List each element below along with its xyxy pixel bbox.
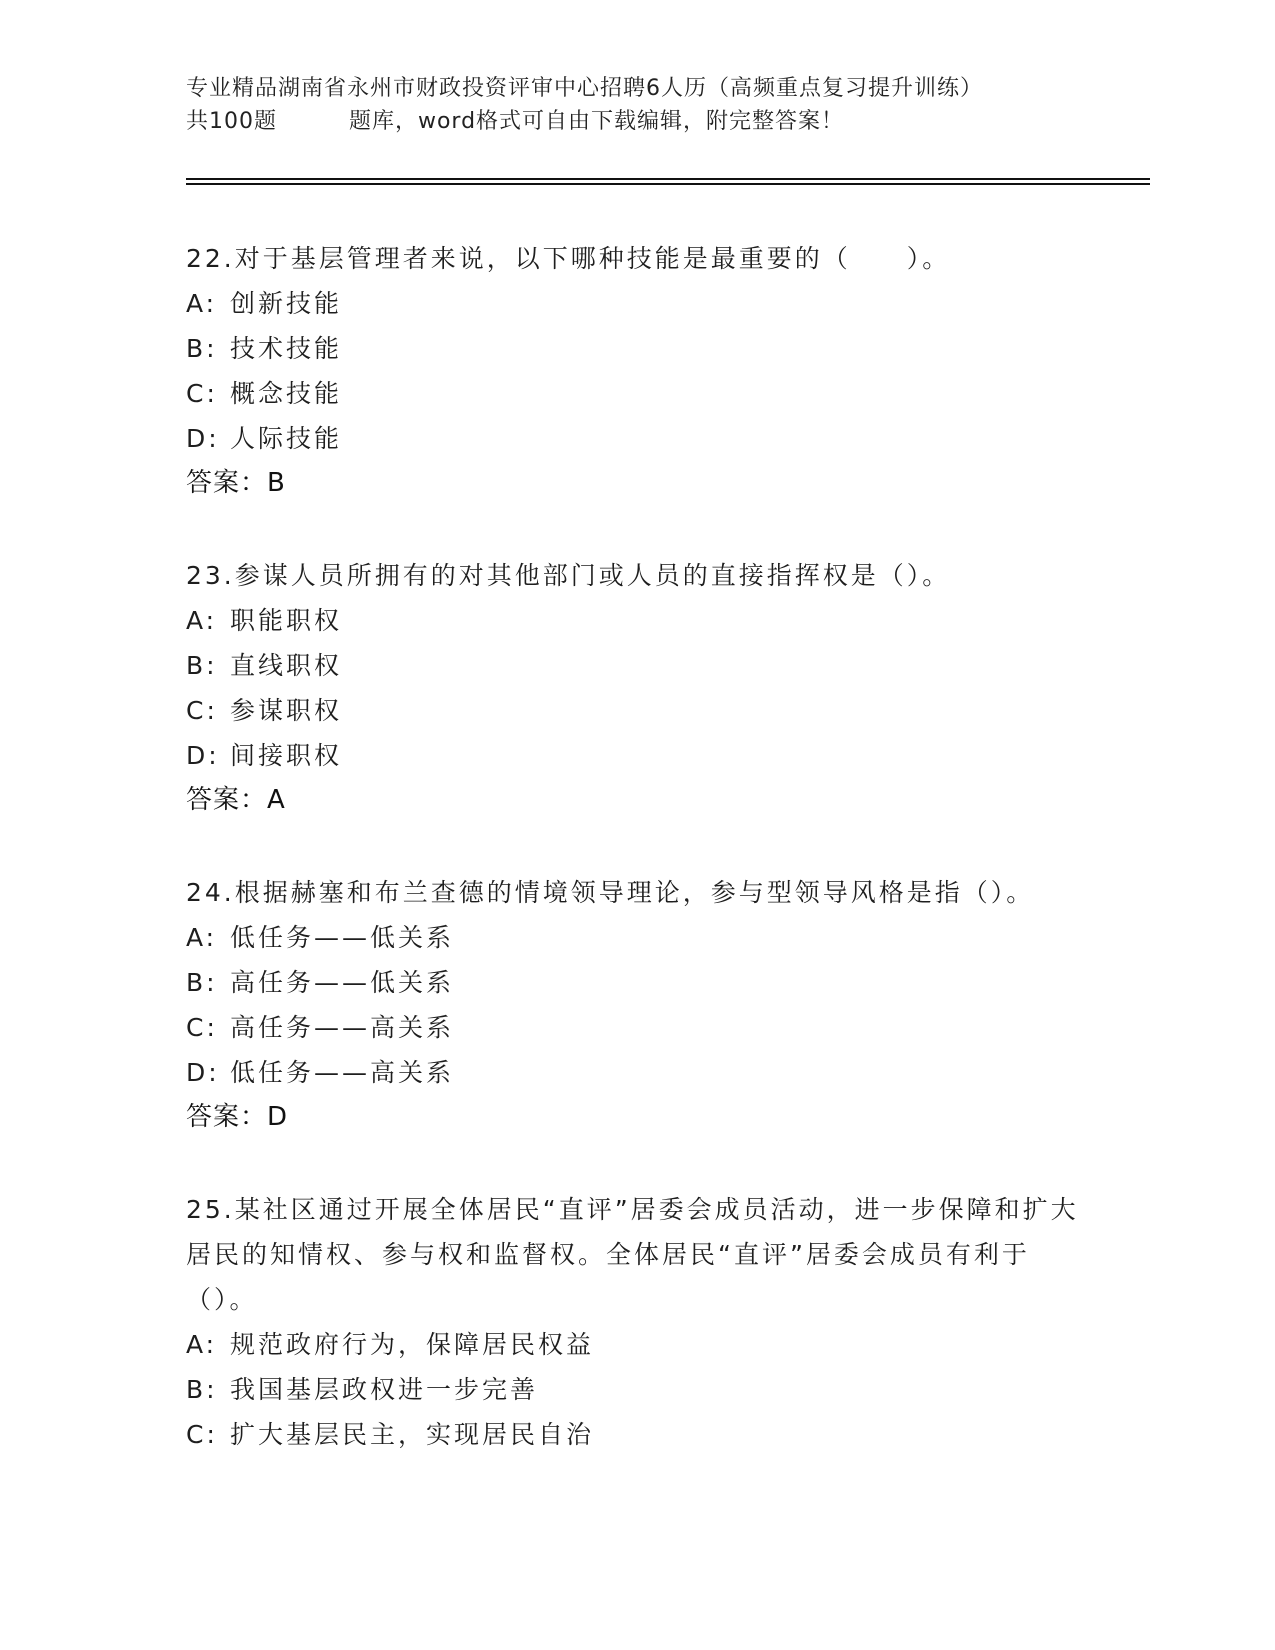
question-text: 23.参谋人员所拥有的对其他部门或人员的直接指挥权是（）。 (186, 561, 951, 590)
answer-text: 答案：A (186, 785, 286, 815)
question-22 (186, 236, 1086, 506)
option-text: 高任务——高关系 (230, 1013, 455, 1042)
question-24 (186, 870, 1086, 1140)
option-a (186, 598, 1086, 643)
question-23 (186, 553, 1086, 823)
option-text: 高任务——低关系 (230, 968, 455, 997)
option-text: 扩大基层民主，实现居民自治 (230, 1420, 595, 1449)
answer-text: 答案：B (186, 468, 286, 498)
answer-text: 答案：D (186, 1102, 289, 1132)
option-text: 概念技能 (230, 379, 343, 408)
option-letter: B: (186, 968, 218, 997)
option-b (186, 960, 1086, 1005)
option-text: 规范政府行为，保障居民权益 (230, 1330, 595, 1359)
header-question-count: 共100题 (186, 109, 277, 134)
option-text: 人际技能 (230, 424, 343, 453)
option-letter: C: (186, 1013, 218, 1042)
option-d (186, 1050, 1086, 1095)
option-letter: B: (186, 334, 218, 363)
header-description: 题库，word格式可自由下载编辑，附完整答案！ (348, 109, 845, 134)
option-letter: A: (186, 289, 218, 318)
question-25 (186, 1187, 1086, 1457)
header-title: 专业精品湖南省永州市财政投资评审中心招聘6人历（高频重点复习提升训练） (186, 76, 983, 101)
option-text: 职能职权 (230, 606, 343, 635)
option-text: 创新技能 (230, 289, 343, 318)
option-text: 直线职权 (230, 651, 343, 680)
option-a (186, 281, 1086, 326)
option-text: 间接职权 (230, 741, 343, 770)
document-header (186, 72, 1146, 138)
option-text: 我国基层政权进一步完善 (230, 1375, 539, 1404)
header-subtitle (186, 105, 1146, 138)
option-letter: A: (186, 606, 218, 635)
option-b (186, 643, 1086, 688)
option-letter: D: (186, 1058, 220, 1087)
option-letter: C: (186, 1420, 218, 1449)
option-letter: D: (186, 741, 220, 770)
option-c (186, 688, 1086, 733)
question-text: 24.根据赫塞和布兰查德的情境领导理论，参与型领导风格是指（）。 (186, 878, 1035, 907)
option-letter: A: (186, 1330, 218, 1359)
option-text: 技术技能 (230, 334, 343, 363)
option-letter: B: (186, 651, 218, 680)
question-list (186, 236, 1086, 1504)
option-letter: C: (186, 379, 218, 408)
question-text: 22.对于基层管理者来说，以下哪种技能是最重要的（ ）。 (186, 244, 951, 273)
option-letter: D: (186, 424, 220, 453)
option-a (186, 1322, 1086, 1367)
option-b (186, 326, 1086, 371)
option-text: 低任务——高关系 (230, 1058, 455, 1087)
header-divider-bottom (186, 183, 1150, 185)
header-divider-top (186, 178, 1150, 180)
option-text: 低任务——低关系 (230, 923, 455, 952)
option-letter: B: (186, 1375, 218, 1404)
option-c (186, 1005, 1086, 1050)
option-d (186, 416, 1086, 461)
option-text: 参谋职权 (230, 696, 343, 725)
option-d (186, 733, 1086, 778)
option-a (186, 915, 1086, 960)
option-letter: C: (186, 696, 218, 725)
option-b (186, 1367, 1086, 1412)
option-c (186, 371, 1086, 416)
question-text: 25.某社区通过开展全体居民“直评”居委会成员活动，进一步保障和扩大居民的知情权、参与权和监督权。全体居民“直评”居委会成员有利于（）。 (186, 1195, 1079, 1314)
option-c (186, 1412, 1086, 1457)
option-letter: A: (186, 923, 218, 952)
